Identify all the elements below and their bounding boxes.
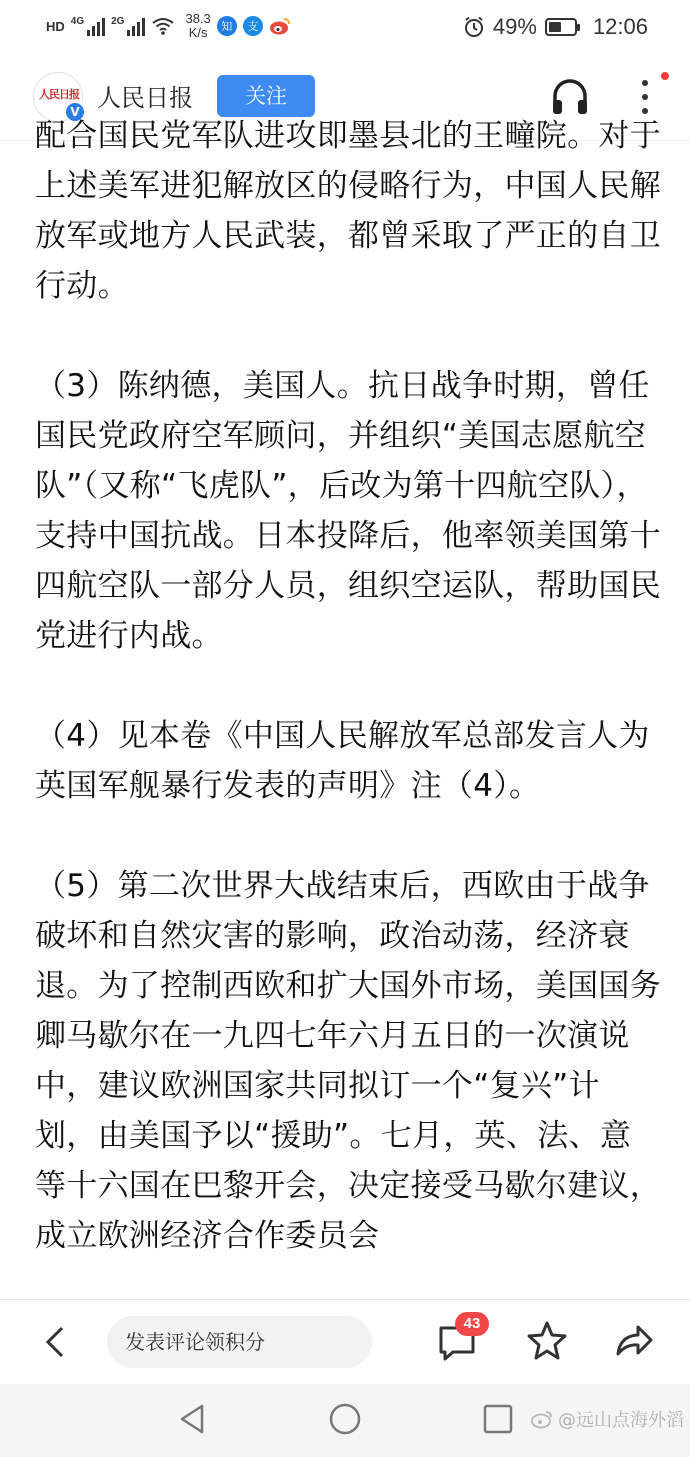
- battery-percent: 49%: [492, 14, 537, 39]
- avatar-logo: 人民日报: [39, 88, 79, 101]
- watermark: [530, 1406, 684, 1432]
- network-speed: 38.3 K/s: [185, 11, 211, 40]
- article-paragraph: （5）第二次世界大战结束后，西欧由于战争破坏和自然灾害的影响，政治动荡，经济衰退。为了控制西欧和扩大国外市场，美国国务卿马歇尔在一九四七年六月五日的一次演说中，建议欧洲国家共同拟订一个“复兴”计划，由美国予以“援助”。七月，英、法、意等十六国在巴黎开会，决定接受马歇尔建议，成立欧洲经济合作委员会: [35, 868, 661, 1254]
- status-right: [463, 14, 648, 40]
- weibo-icon: [269, 16, 291, 36]
- comment-count-badge: 43: [455, 1312, 489, 1336]
- signal-icon-2: 2G: [111, 16, 145, 36]
- battery-icon: [545, 18, 577, 36]
- verified-icon: V: [64, 101, 86, 123]
- star-icon[interactable]: [527, 1320, 567, 1362]
- zhihu-icon: 知: [217, 16, 237, 36]
- article-paragraph: （3）陈纳德，美国人。抗日战争时期，曾任国民党政府空军顾问，并组织“美国志愿航空队”（又称“飞虎队”，后改为第十四航空队），支持中国抗战。日本投降后，他率领美国第十四航空队一部分人员，组织空运队，帮助国民党进行内战。: [35, 368, 661, 654]
- follow-button[interactable]: 关注: [217, 75, 315, 117]
- article-paragraph: 配合国民党军队进攻即墨县北的王疃院。对于上述美军进犯解放区的侵略行为，中国人民解放军或地方人民武装，都曾采取了严正的自卫行动。: [35, 118, 661, 304]
- bottom-action-bar: [0, 1299, 690, 1384]
- share-icon[interactable]: [614, 1320, 654, 1362]
- nav-home-icon[interactable]: [328, 1402, 362, 1436]
- alarm-icon: [463, 16, 485, 38]
- nav-back-icon[interactable]: [176, 1402, 208, 1436]
- publisher-name[interactable]: 人民日报: [97, 84, 193, 112]
- weibo-watermark-icon: [530, 1409, 554, 1429]
- nav-recent-icon[interactable]: [482, 1403, 514, 1435]
- status-bar: [0, 0, 690, 56]
- system-nav-bar: [0, 1384, 690, 1457]
- battery-fill: [549, 22, 561, 32]
- wifi-icon: [151, 16, 175, 36]
- signal-icon-1: 4G: [71, 16, 105, 36]
- clock: 12:06: [592, 14, 648, 39]
- status-left: [46, 12, 291, 40]
- hd-badge: HD: [46, 18, 65, 34]
- watermark-text: @远山点海外滔: [558, 1410, 684, 1431]
- alipay-icon: 支: [243, 16, 263, 36]
- article-body: [35, 118, 661, 1299]
- notification-dot: [661, 72, 669, 80]
- back-arrow-icon[interactable]: [40, 1322, 70, 1362]
- article-paragraph: （4）见本卷《中国人民解放军总部发言人为英国军舰暴行发表的声明》注（4）。: [35, 718, 650, 804]
- comment-input[interactable]: 发表评论领积分: [107, 1316, 372, 1368]
